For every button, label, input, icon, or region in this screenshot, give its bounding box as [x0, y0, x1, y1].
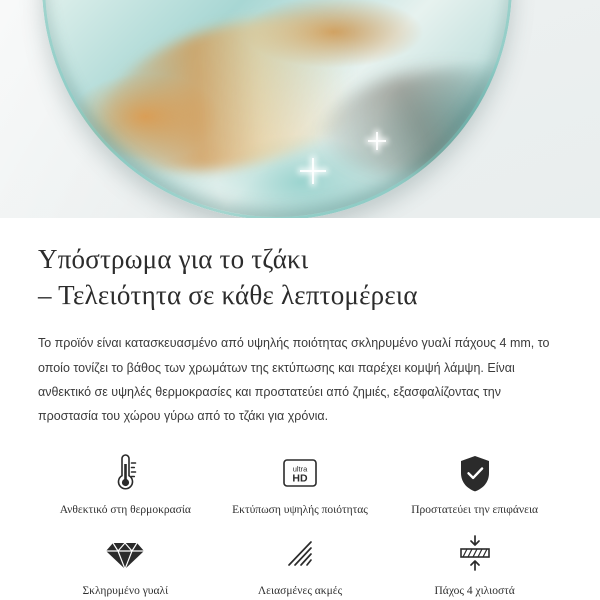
page-title — [38, 242, 562, 313]
feature-label: Λειασμένες ακμές — [257, 584, 343, 597]
product-description: Το προϊόν είναι κατασκευασμένο από υψηλής ποιότητας σκληρυμένο γυαλί πάχους 4 mm, το οποίο τονίζει το βάθος των χρωμάτων της εκτύπωσης και παρέχει κομψή λάμψη. Είναι ανθεκτικό σε υψηλές θερμοκρασίες και προστατεύει από ζημιές, εξασφαλίζοντας την προστασία του χώρου γύρω από το τζάκι για χρόνια. — [38, 336, 550, 424]
feature-protects-surface — [387, 451, 562, 518]
svg-text:HD: HD — [292, 472, 308, 485]
glass-disc-image — [42, 0, 512, 218]
feature-thickness-4mm — [387, 532, 562, 599]
page-title-line-2: – Τελειότητα σε κάθε λεπτομέρεια — [38, 279, 418, 310]
ultra-hd-icon — [279, 451, 321, 495]
feature-polished-edges — [213, 532, 388, 599]
thickness-arrows-icon — [453, 532, 497, 576]
svg-text:ultra: ultra — [292, 464, 308, 474]
thermometer-icon — [105, 451, 145, 495]
feature-label: Πάχος 4 χιλιοστά — [434, 584, 515, 597]
polished-edges-icon — [278, 532, 322, 576]
feature-label: Σκληρυμένο γυαλί — [82, 584, 169, 597]
feature-label: Προστατεύει την επιφάνεια — [411, 503, 539, 516]
feature-tempered-glass — [38, 532, 213, 599]
feature-high-quality-print — [213, 451, 388, 518]
hero-product-image — [0, 0, 600, 218]
feature-label: Ανθεκτικό στη θερμοκρασία — [59, 503, 191, 516]
diamond-icon — [103, 532, 147, 576]
feature-grid — [38, 451, 562, 599]
content-area — [0, 242, 600, 599]
shield-check-icon — [454, 451, 496, 495]
page-title-line-1: Υπόστρωμα για το τζάκι — [38, 244, 309, 274]
feature-label: Εκτύπωση υψηλής ποιότητας — [232, 503, 368, 516]
feature-temperature-resistant — [38, 451, 213, 518]
